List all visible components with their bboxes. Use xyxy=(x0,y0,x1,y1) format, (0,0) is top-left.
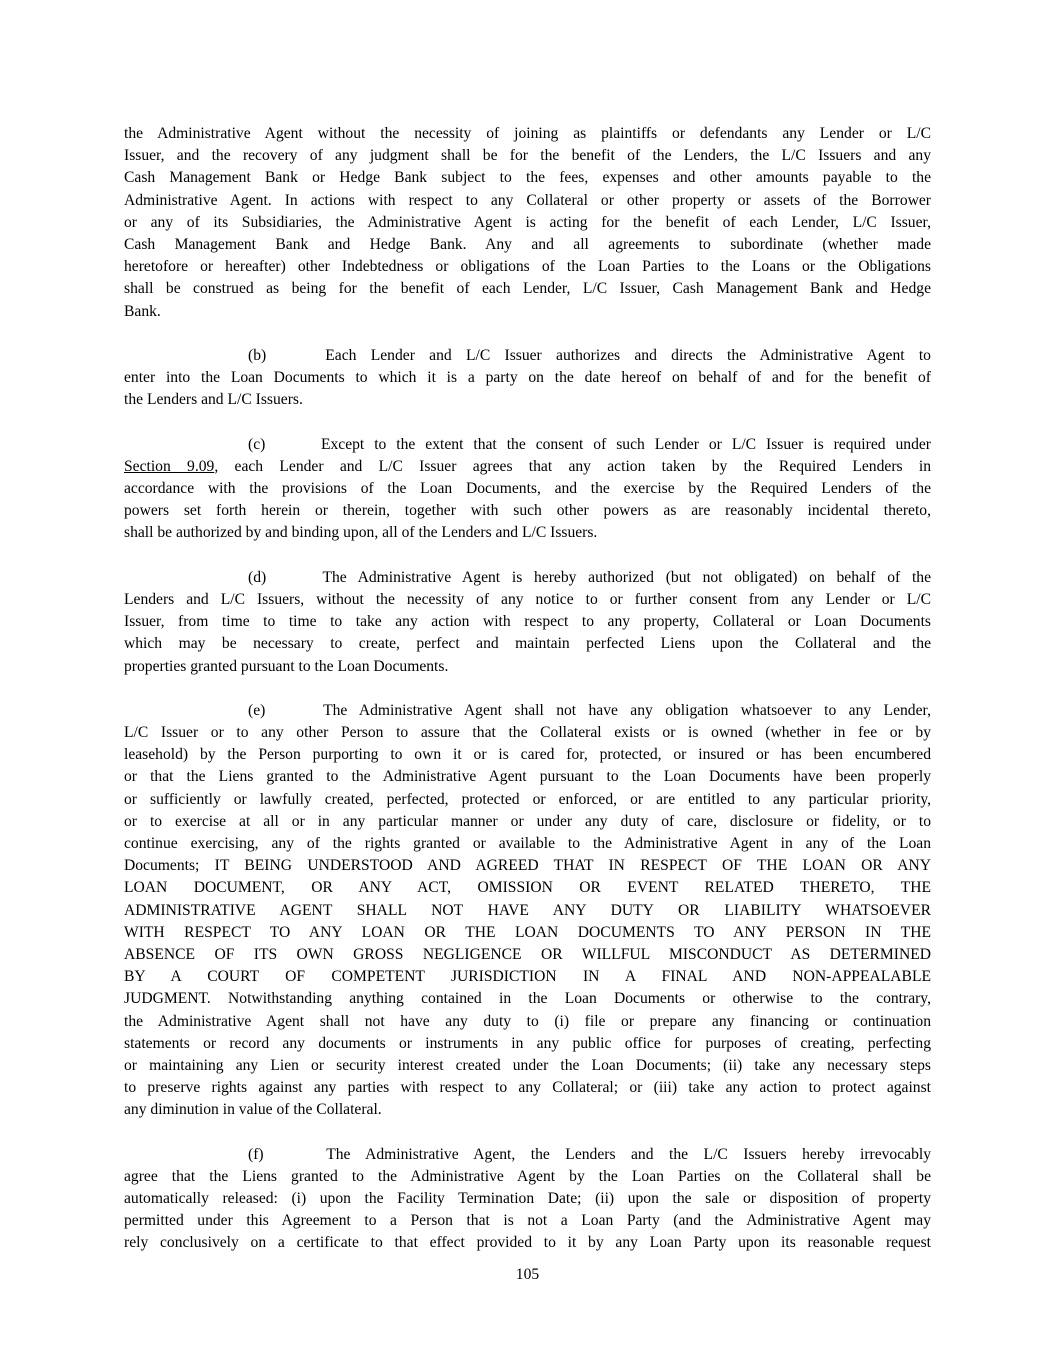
line-text: any diminution in value of the Collateral. xyxy=(124,1101,382,1119)
paragraph-continued xyxy=(124,123,931,323)
text-line xyxy=(124,922,931,944)
line-text: which may be necessary to create, perfect and maintain perfected Liens upon the Collateral and the xyxy=(124,635,931,653)
line-text: L/C Issuer or to any other Person to assure that the Collateral exists or is owned (whether in fee or by xyxy=(124,724,931,742)
text-line xyxy=(124,833,931,855)
text-line xyxy=(124,855,931,877)
text-line xyxy=(124,123,931,145)
text-line xyxy=(124,278,931,300)
line-text: LOAN DOCUMENT, OR ANY ACT, OMISSION OR EVENT RELATED THERETO, THE xyxy=(124,879,931,897)
line-text: to preserve rights against any parties with respect to any Collateral; or (iii) take any action to protect against xyxy=(124,1079,931,1097)
section-reference: Section 9.09 xyxy=(124,457,215,475)
paragraph-spacer xyxy=(124,545,931,567)
text-line xyxy=(124,434,931,456)
line-text: Cash Management Bank or Hedge Bank subject to the fees, expenses and other amounts payable to the xyxy=(124,169,931,187)
text-line xyxy=(124,789,931,811)
line-text: or sufficiently or lawfully created, perfected, protected or enforced, or are entitled to any particular priority, xyxy=(124,790,931,808)
text-line xyxy=(124,212,931,234)
text-line xyxy=(124,900,931,922)
page-number: 105 xyxy=(515,1266,540,1283)
line-text: statements or record any documents or instruments in any public office for purposes of creating, perfecting xyxy=(124,1034,931,1052)
line-text: , each Lender and L/C Issuer agrees that any action taken by the Required Lenders in xyxy=(214,457,931,475)
line-text: automatically released: (i) upon the Facility Termination Date; (ii) upon the sale or disposition of property xyxy=(124,1190,931,1207)
paragraph-spacer xyxy=(124,411,931,433)
text-line xyxy=(124,256,931,278)
text-line xyxy=(124,766,931,788)
text-line xyxy=(124,500,931,522)
paragraph-label: (e) xyxy=(248,701,266,719)
line-text: shall be construed as being for the benefit of each Lender, L/C Issuer, Cash Management Bank and Hedge xyxy=(124,280,931,298)
text-line xyxy=(124,633,931,655)
line-text: The Administrative Agent, the Lenders and the L/C Issuers hereby irrevocably xyxy=(326,1145,931,1163)
line-text: accordance with the provisions of the Loan Documents, and the exercise by the Required Lenders of the xyxy=(124,480,931,497)
paragraph-c xyxy=(124,434,931,545)
paragraph-label: (f) xyxy=(248,1145,264,1163)
paragraph-b xyxy=(124,345,931,412)
line-text: heretofore or hereafter) other Indebtedness or obligations of the Loan Parties to the Loans or the Obligations xyxy=(124,258,931,276)
text-line xyxy=(124,1011,931,1033)
line-text: ADMINISTRATIVE AGENT SHALL NOT HAVE ANY DUTY OR LIABILITY WHATSOEVER xyxy=(124,901,931,919)
line-text: leasehold) by the Person purporting to own it or is cared for, protected, or insured or has been encumbered xyxy=(124,746,931,764)
line-text: agree that the Liens granted to the Administrative Agent by the Loan Parties on the Collateral shall be xyxy=(124,1167,931,1185)
line-text: powers set forth herein or therein, together with such other powers as are reasonably incidental thereto, xyxy=(124,502,931,520)
text-line xyxy=(124,700,931,722)
line-text: the Administrative Agent shall not have any duty to (i) file or prepare any financing or continuation xyxy=(124,1012,931,1030)
paragraph-label: (c) xyxy=(248,435,266,453)
line-text: Lenders and L/C Issuers, without the necessity of any notice to or further consent from any Lender or L/C xyxy=(124,590,931,608)
line-text: Each Lender and L/C Issuer authorizes and directs the Administrative Agent to xyxy=(325,346,931,364)
line-text: the Administrative Agent without the necessity of joining as plaintiffs or defendants any Lender or L/C xyxy=(124,125,931,142)
line-text: BY A COURT OF COMPETENT JURISDICTION IN A FINAL AND NON-APPEALABLE xyxy=(124,968,931,986)
text-line xyxy=(124,522,931,544)
line-text: enter into the Loan Documents to which it is a party on the date hereof on behalf of and for the benefit of xyxy=(124,369,931,387)
line-text: JUDGMENT. Notwithstanding anything contained in the Loan Documents or otherwise to the contrary, xyxy=(124,990,931,1008)
line-text: or that the Liens granted to the Administrative Agent pursuant to the Loan Documents have been properly xyxy=(124,768,931,786)
text-line xyxy=(124,656,931,678)
text-line xyxy=(124,456,931,478)
text-line xyxy=(124,1166,931,1188)
line-text: The Administrative Agent is hereby authorized (but not obligated) on behalf of the xyxy=(322,568,931,586)
line-text: Bank. xyxy=(124,302,161,320)
text-line xyxy=(124,811,931,833)
line-text: properties granted pursuant to the Loan Documents. xyxy=(124,657,449,675)
paragraph-spacer xyxy=(124,323,931,345)
text-line xyxy=(124,722,931,744)
line-text: or maintaining any Lien or security interest created under the Loan Documents; (ii) take any necessary steps xyxy=(124,1056,931,1074)
text-line xyxy=(124,301,931,323)
paragraph-d xyxy=(124,567,931,678)
text-line xyxy=(124,944,931,966)
text-line xyxy=(124,167,931,189)
text-line xyxy=(124,988,931,1010)
text-line xyxy=(124,966,931,988)
text-line xyxy=(124,345,931,367)
line-text: WITH RESPECT TO ANY LOAN OR THE LOAN DOCUMENTS TO ANY PERSON IN THE xyxy=(124,923,931,941)
line-text: Cash Management Bank and Hedge Bank. Any and all agreements to subordinate (whether made xyxy=(124,235,931,253)
text-line xyxy=(124,234,931,256)
text-line xyxy=(124,611,931,633)
line-text: permitted under this Agreement to a Person that is not a Loan Party (and the Administrative Agent may xyxy=(124,1212,931,1230)
text-line xyxy=(124,744,931,766)
paragraph-label: (b) xyxy=(248,346,267,364)
text-line xyxy=(124,145,931,167)
text-line xyxy=(124,389,931,411)
text-line xyxy=(124,478,931,500)
paragraph-e xyxy=(124,700,931,1122)
line-text: Issuer, and the recovery of any judgment shall be for the benefit of the Lenders, the L/C Issuers and any xyxy=(124,147,931,165)
line-text: the Lenders and L/C Issuers. xyxy=(124,391,303,409)
line-text: ABSENCE OF ITS OWN GROSS NEGLIGENCE OR WILLFUL MISCONDUCT AS DETERMINED xyxy=(124,945,931,963)
line-text: rely conclusively on a certificate to that effect provided to it by any Loan Party upon its reasonable request xyxy=(124,1234,931,1252)
text-line xyxy=(124,190,931,212)
text-line xyxy=(124,1210,931,1232)
paragraph-spacer xyxy=(124,1121,931,1143)
line-text: Documents; IT BEING UNDERSTOOD AND AGREED THAT IN RESPECT OF THE LOAN OR ANY xyxy=(124,857,931,875)
line-text: or to exercise at all or in any particular manner or under any duty of care, disclosure or fidelity, or to xyxy=(124,812,931,830)
text-line xyxy=(124,877,931,899)
line-text: Administrative Agent. In actions with respect to any Collateral or other property or assets of the Borrower xyxy=(124,191,931,209)
line-text: continue exercising, any of the rights granted or available to the Administrative Agent in any of the Loan xyxy=(124,835,931,852)
line-text: shall be authorized by and binding upon, all of the Lenders and L/C Issuers. xyxy=(124,524,598,542)
paragraph-label: (d) xyxy=(248,568,267,586)
line-text: Except to the extent that the consent of such Lender or L/C Issuer is required under xyxy=(320,435,931,453)
text-line xyxy=(124,589,931,611)
text-line xyxy=(124,1055,931,1077)
text-line xyxy=(124,1144,931,1166)
line-text: Issuer, from time to time to take any action with respect to any property, Collateral or Loan Documents xyxy=(124,613,931,631)
text-line xyxy=(124,1099,931,1121)
paragraph-spacer xyxy=(124,678,931,700)
text-line xyxy=(124,1232,931,1254)
line-text: The Administrative Agent shall not have any obligation whatsoever to any Lender, xyxy=(323,701,931,719)
line-text: or any of its Subsidiaries, the Administrative Agent is acting for the benefit of each Lender, L/C Issuer, xyxy=(124,213,931,231)
text-line xyxy=(124,1188,931,1210)
document-body xyxy=(124,123,931,1255)
paragraph-f xyxy=(124,1144,931,1255)
text-line xyxy=(124,567,931,589)
text-line xyxy=(124,1077,931,1099)
text-line xyxy=(124,367,931,389)
text-line xyxy=(124,1033,931,1055)
